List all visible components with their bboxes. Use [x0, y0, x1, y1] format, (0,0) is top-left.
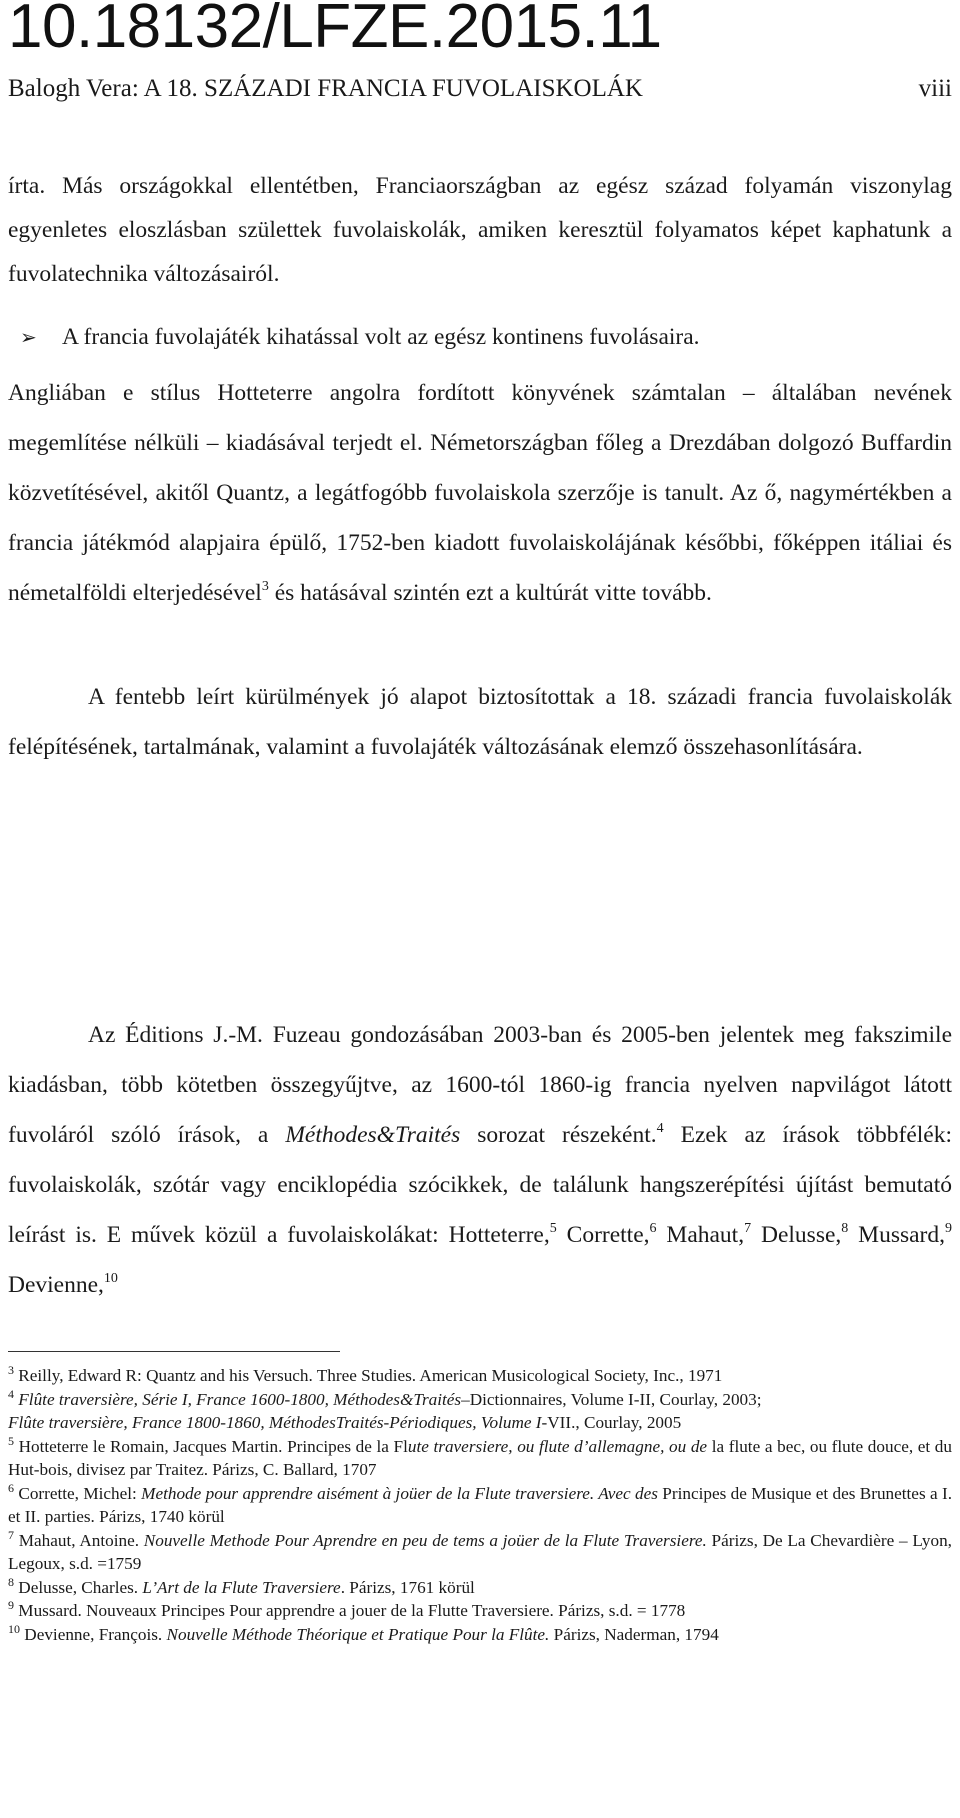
footnote-10	[8, 1623, 952, 1647]
footnote-8	[8, 1576, 952, 1600]
paragraph-2	[8, 368, 952, 618]
bullet-text: A francia fuvolajáték kihatással volt az egész kontinens fuvolásaira.	[62, 324, 700, 350]
footnote-italic-text: Nouvelle Methode Pour Aprendre en peu de tems a joüer de la Flute Traversiere.	[143, 1530, 707, 1550]
paragraph-4-text-d: Corrette,	[556, 1222, 650, 1248]
footnote-italic-text: Methode pour apprendre aisément à joüer de la Flute traversiere. Avec des	[141, 1483, 658, 1503]
footnote-number: 10	[8, 1621, 20, 1636]
paragraph-4-text-a: Az Éditions J.-M. Fuzeau gondozásában 2003-ban és 2005-ben jelentek meg fakszimile kiadásban, több kötetben összegyűjtve, az 1600-tól 1860-ig francia nyelven napvilágot látott fuvoláról szóló írások, a	[8, 1022, 952, 1148]
footnote-text: –Dictionnaires, Volume I-II, Courlay, 2003;	[461, 1389, 762, 1409]
paragraph-4-text-f: Delusse,	[751, 1222, 842, 1248]
footnote-9	[8, 1599, 952, 1623]
footnote-text: Mussard. Nouveaux Principes Pour apprendre a jouer de la Flutte Traversiere. Párizs, s.d. = 1778	[14, 1601, 686, 1620]
footnote-italic-text: ute traversiere, ou flute d’allemagne, ou de	[407, 1436, 708, 1456]
footnote-5	[8, 1435, 952, 1482]
footnote-cont	[8, 1411, 952, 1435]
bullet-item	[8, 324, 952, 351]
paragraph-3-text: A fentebb leírt kürülmények jó alapot biztosítottak a 18. századi francia fuvolaiskolák felépítésének, tartalmának, valamint a fuvolajáték változásának elemző összehasonlítására.	[8, 684, 952, 760]
paragraph-4-text-h: Devienne,	[8, 1272, 104, 1298]
paragraph-4-text-e: Mahaut,	[656, 1222, 745, 1248]
footnote-number: 9	[8, 1598, 14, 1612]
footnote-number: 5	[8, 1433, 14, 1448]
footnote-italic-text: Flûte traversière, Série I, France 1600-1800, Méthodes&Traités	[14, 1389, 462, 1409]
paragraph-4	[8, 1010, 952, 1310]
footnote-text: Devienne, François.	[20, 1624, 167, 1644]
footnote-italic-text: Flûte traversière, France 1800-1860, MéthodesTraités-Périodiques, Volume I	[8, 1413, 542, 1432]
paragraph-4-text-b: sorozat részeként.	[460, 1122, 657, 1148]
footnote-ref-8[interactable]: 8	[841, 1221, 849, 1236]
footnote-text: Párizs, De La Chevardière – Lyon, Legoux, s.d. =1759	[8, 1530, 952, 1573]
footnote-number: 4	[8, 1386, 14, 1401]
paragraph-4-text-c: Ezek az írások többfélék: fuvolaiskolák, szótár vagy enciklopédia szócikkek, de találunk hangszerépítési újítást bemutató leírást is. E művek közül a fuvolaiskolákat: Hotteterre,	[8, 1122, 952, 1248]
footnote-text: la flute a bec, ou flute douce, et du Hut-bois, divisez par Traitez. Párizs, C. Ballard, 1707	[8, 1436, 952, 1479]
footnote-italic-text: L’Art de la Flute Traversiere	[142, 1577, 341, 1597]
footnote-number: 7	[8, 1527, 14, 1542]
footnote-ref-10[interactable]: 10	[103, 1271, 118, 1286]
arrow-bullet-icon: ➢	[20, 327, 37, 349]
footnote-separator	[8, 1351, 340, 1352]
footnote-ref-9[interactable]: 9	[945, 1221, 952, 1236]
footnote-ref-5[interactable]: 5	[549, 1221, 557, 1236]
footnote-text: -VII., Courlay, 2005	[541, 1413, 682, 1432]
footnotes	[8, 1358, 952, 1646]
footnote-ref-7[interactable]: 7	[744, 1221, 752, 1236]
footnote-text: Hotteterre le Romain, Jacques Martin. Principes de la Fl	[14, 1436, 408, 1456]
footnote-text: Párizs, Naderman, 1794	[549, 1624, 719, 1644]
footnote-text: Delusse, Charles.	[14, 1577, 143, 1597]
footnote-ref-3[interactable]: 3	[261, 579, 269, 594]
paragraph-2-text: Angliában e stílus Hotteterre angolra fordított könyvének számtalan – általában nevének megemlítése nélküli – kiadásával terjedt el. Németországban főleg a Drezdában dolgozó Buffardin közvetítésével, akitől Quantz, a legátfogóbb fuvolaiskola szerzője is tanult. Az ő, nagymértékben a francia játékmód alapjaira épülő, 1752-ben kiadott fuvolaiskolájának későbbi, főképpen itáliai és németalföldi elterjedésével	[8, 380, 952, 606]
footnote-text: Corrette, Michel:	[14, 1483, 142, 1503]
footnote-number: 6	[8, 1480, 14, 1495]
footnote-6	[8, 1482, 952, 1529]
footnote-4	[8, 1388, 952, 1412]
footnote-ref-6[interactable]: 6	[649, 1221, 657, 1236]
paragraph-3	[8, 672, 952, 772]
series-title: Méthodes&Traités	[285, 1122, 461, 1148]
footnote-3	[8, 1364, 952, 1388]
footnote-text: . Párizs, 1761 körül	[340, 1577, 475, 1597]
header-title: Balogh Vera: A 18. SZÁZADI FRANCIA FUVOLAISKOLÁK	[8, 75, 643, 102]
running-header	[8, 74, 952, 104]
footnote-ref-4[interactable]: 4	[656, 1121, 664, 1136]
footnote-text: Reilly, Edward R: Quantz and his Versuch. Three Studies. American Musicological Society, Inc., 1971	[14, 1366, 723, 1385]
footnote-number: 8	[8, 1574, 14, 1589]
paragraph-1: írta. Más országokkal ellentétben, Franciaországban az egész század folyamán viszonylag egyenletes eloszlásban születtek fuvolaiskolák, amiken keresztül folyamatos képet kaphatunk a fuvolatechnika változásairól.	[8, 173, 952, 287]
paragraph-2-end: és hatásával szintén ezt a kultúrát vitte tovább.	[268, 580, 712, 606]
footnote-7	[8, 1529, 952, 1576]
footnote-text: Principes de Musique et des Brunettes a I. et II. parties. Párizs, 1740 körül	[8, 1483, 952, 1526]
footnote-number: 3	[8, 1363, 14, 1377]
paragraph-4-text-g: Mussard,	[848, 1222, 945, 1248]
page-number: viii	[918, 75, 952, 102]
doi-heading: 10.18132/LFZE.2015.11	[8, 0, 662, 61]
footnote-italic-text: Nouvelle Méthode Théorique et Pratique Pour la Flûte.	[166, 1624, 550, 1644]
footnote-text: Mahaut, Antoine.	[14, 1530, 144, 1550]
